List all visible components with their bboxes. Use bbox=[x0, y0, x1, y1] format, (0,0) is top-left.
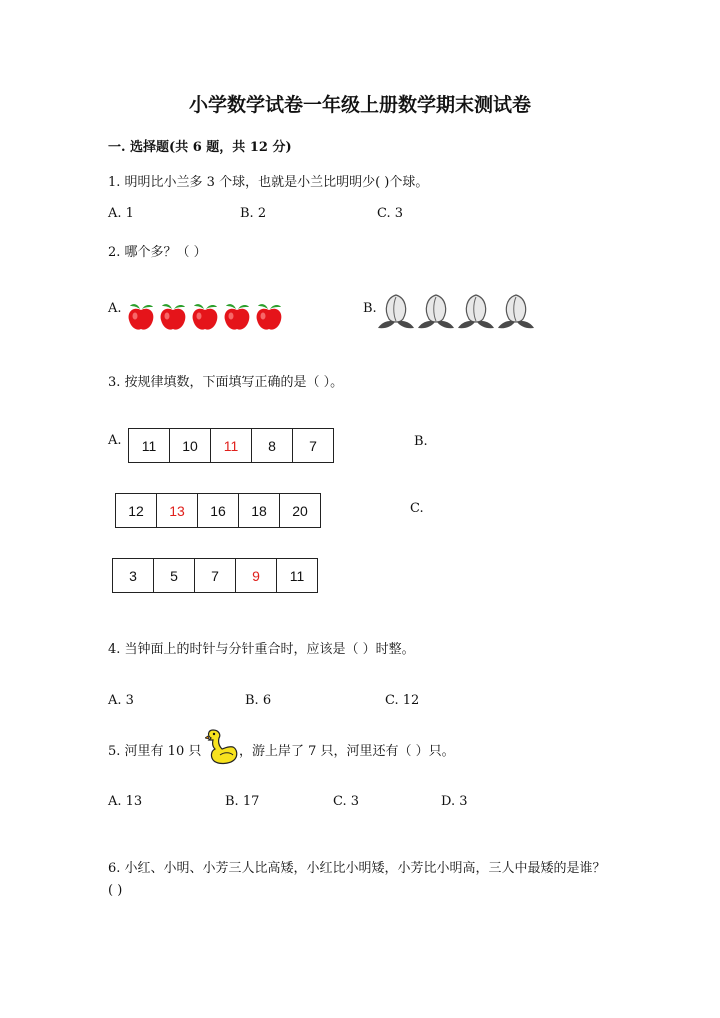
peach-icon bbox=[496, 292, 536, 330]
q4-option-c[interactable]: C. 12 bbox=[385, 693, 420, 708]
sequence-cell: 11 bbox=[276, 559, 317, 592]
sequence-row-a bbox=[128, 428, 334, 463]
q4-option-b[interactable]: B. 6 bbox=[245, 693, 272, 708]
question-1-text: 1. 明明比小兰多 3 个球，也就是小兰比明明少( )个球。 bbox=[108, 175, 429, 190]
sequence-row-c bbox=[112, 558, 318, 593]
question-6-text: 6. 小红、小明、小芳三人比高矮，小红比小明矮，小芳比小明高，三人中最矮的是谁？( ) bbox=[108, 861, 606, 898]
q1-option-a[interactable]: A. 1 bbox=[108, 206, 134, 221]
q3-option-b[interactable]: B. bbox=[414, 434, 428, 449]
sequence-cell: 20 bbox=[279, 494, 320, 527]
sequence-cell-highlight: 11 bbox=[210, 429, 251, 462]
q5-option-a[interactable]: A. 13 bbox=[108, 794, 143, 809]
peach-icon bbox=[416, 292, 456, 330]
page-title: 小学数学试卷一年级上册数学期末测试卷 bbox=[188, 94, 531, 116]
apple-icon bbox=[126, 302, 158, 332]
q5-option-d[interactable]: D. 3 bbox=[441, 794, 468, 809]
sequence-cell: 18 bbox=[238, 494, 279, 527]
q5-option-b[interactable]: B. 17 bbox=[225, 794, 260, 809]
sequence-cell: 11 bbox=[141, 437, 157, 454]
duck-icon bbox=[205, 727, 239, 765]
sequence-cell: 8 bbox=[251, 429, 292, 462]
peach-group bbox=[376, 292, 536, 330]
q5-option-c[interactable]: C. 3 bbox=[333, 794, 360, 809]
q2-option-a[interactable]: A. bbox=[108, 301, 122, 316]
sequence-cell: 12 bbox=[128, 502, 144, 519]
question-4-text: 4. 当钟面上的时针与分针重合时，应该是（ ）时整。 bbox=[108, 642, 415, 657]
apple-icon bbox=[190, 302, 222, 332]
sequence-row-b bbox=[115, 493, 321, 528]
sequence-cell: 16 bbox=[197, 494, 238, 527]
apple-icon bbox=[254, 302, 286, 332]
q1-option-b[interactable]: B. 2 bbox=[240, 206, 267, 221]
q3-option-a[interactable]: A. bbox=[108, 433, 122, 448]
question-3-text: 3. 按规律填数，下面填写正确的是（ ）。 bbox=[108, 375, 344, 390]
sequence-cell: 3 bbox=[129, 567, 137, 584]
peach-icon bbox=[456, 292, 496, 330]
section-heading: 一. 选择题(共 6 题，共 12 分) bbox=[108, 140, 292, 155]
question-2-text: 2. 哪个多？（ ） bbox=[108, 245, 207, 260]
sequence-cell-highlight: 9 bbox=[235, 559, 276, 592]
apple-icon bbox=[158, 302, 190, 332]
question-5-text-end: ，游上岸了 7 只，河里还有（ ）只。 bbox=[239, 744, 455, 759]
question-5-text-start: 5. 河里有 10 只 bbox=[108, 744, 202, 759]
q2-option-b[interactable]: B. bbox=[363, 301, 377, 316]
q4-option-a[interactable]: A. 3 bbox=[108, 693, 134, 708]
sequence-cell: 7 bbox=[292, 429, 333, 462]
q1-option-c[interactable]: C. 3 bbox=[377, 206, 404, 221]
apple-icon bbox=[222, 302, 254, 332]
sequence-cell: 10 bbox=[169, 429, 210, 462]
peach-icon bbox=[376, 292, 416, 330]
sequence-cell-highlight: 13 bbox=[156, 494, 197, 527]
q3-option-c[interactable]: C. bbox=[410, 501, 424, 516]
sequence-cell: 5 bbox=[153, 559, 194, 592]
apple-group bbox=[126, 302, 286, 332]
sequence-cell: 7 bbox=[194, 559, 235, 592]
